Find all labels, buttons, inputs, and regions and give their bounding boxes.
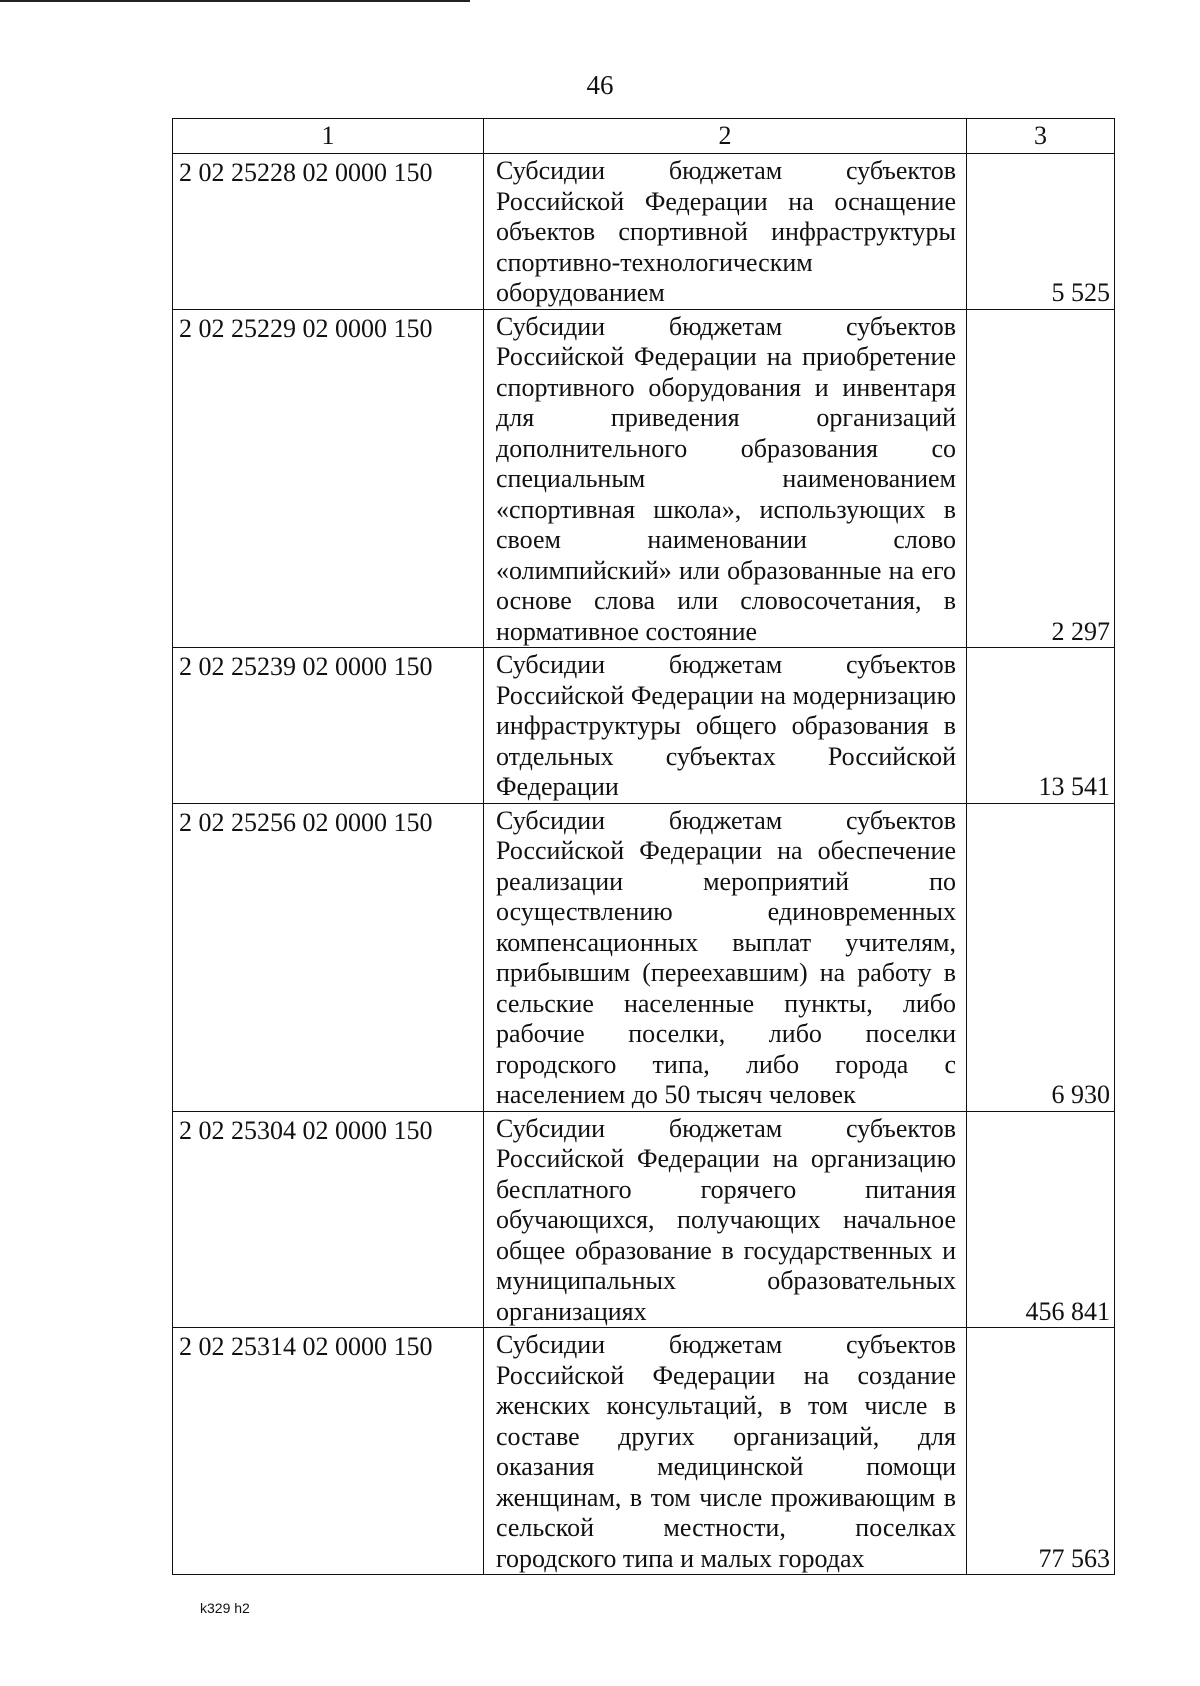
column-header-description: 2 [484,119,967,154]
budget-code: 2 02 25256 02 0000 150 [173,803,484,1111]
table-row [173,154,1115,310]
table-row [173,1111,1115,1328]
budget-description: Субсидии бюджетам субъектов Российской Федерации на организацию бесплатного горячего питания обучающихся, получающих начальное общее образование в государственных и муниципальных образовательных организациях [484,1111,967,1328]
budget-table [172,118,1115,1575]
table-row [173,309,1115,648]
budget-description: Субсидии бюджетам субъектов Российской Федерации на модернизацию инфраструктуры общего образования в отдельных субъектах Российской Федерации [484,648,967,804]
budget-description: Субсидии бюджетам субъектов Российской Федерации на оснащение объектов спортивной инфраструктуры спортивно-технологическим оборудованием [484,154,967,310]
budget-code: 2 02 25229 02 0000 150 [173,309,484,648]
column-header-code: 1 [173,119,484,154]
page-number: 46 [586,70,614,100]
document-footer-code: k329 h2 [200,1600,250,1616]
table-row [173,803,1115,1111]
budget-code: 2 02 25228 02 0000 150 [173,154,484,310]
top-scan-rule [0,0,470,2]
budget-amount: 5 525 [967,154,1115,310]
table-row [173,1328,1115,1575]
budget-code: 2 02 25304 02 0000 150 [173,1111,484,1328]
budget-description: Субсидии бюджетам субъектов Российской Федерации на создание женских консультаций, в том числе в составе других организаций, для оказания медицинской помощи женщинам, в том числе проживающим в сельской местности, поселках городского типа и малых городах [484,1328,967,1575]
budget-code: 2 02 25239 02 0000 150 [173,648,484,804]
budget-amount: 13 541 [967,648,1115,804]
budget-amount: 6 930 [967,803,1115,1111]
column-header-amount: 3 [967,119,1115,154]
budget-amount: 77 563 [967,1328,1115,1575]
table-row [173,648,1115,804]
budget-description: Субсидии бюджетам субъектов Российской Федерации на обеспечение реализации мероприятий по осуществлению единовременных компенсационных выплат учителям, прибывшим (переехавшим) на работу в сельские населенные пункты, либо рабочие поселки, либо поселки городского типа, либо города с населением до 50 тысяч человек [484,803,967,1111]
budget-code: 2 02 25314 02 0000 150 [173,1328,484,1575]
budget-description: Субсидии бюджетам субъектов Российской Федерации на приобретение спортивного оборудования и инвентаря для приведения организаций дополнительного образования со специальным наименованием «спортивная школа», использующих в своем наименовании слово «олимпийский» или образованные на его основе слова или словосочетания, в нормативное состояние [484,309,967,648]
budget-amount: 2 297 [967,309,1115,648]
table-header-row [173,119,1115,154]
budget-amount: 456 841 [967,1111,1115,1328]
